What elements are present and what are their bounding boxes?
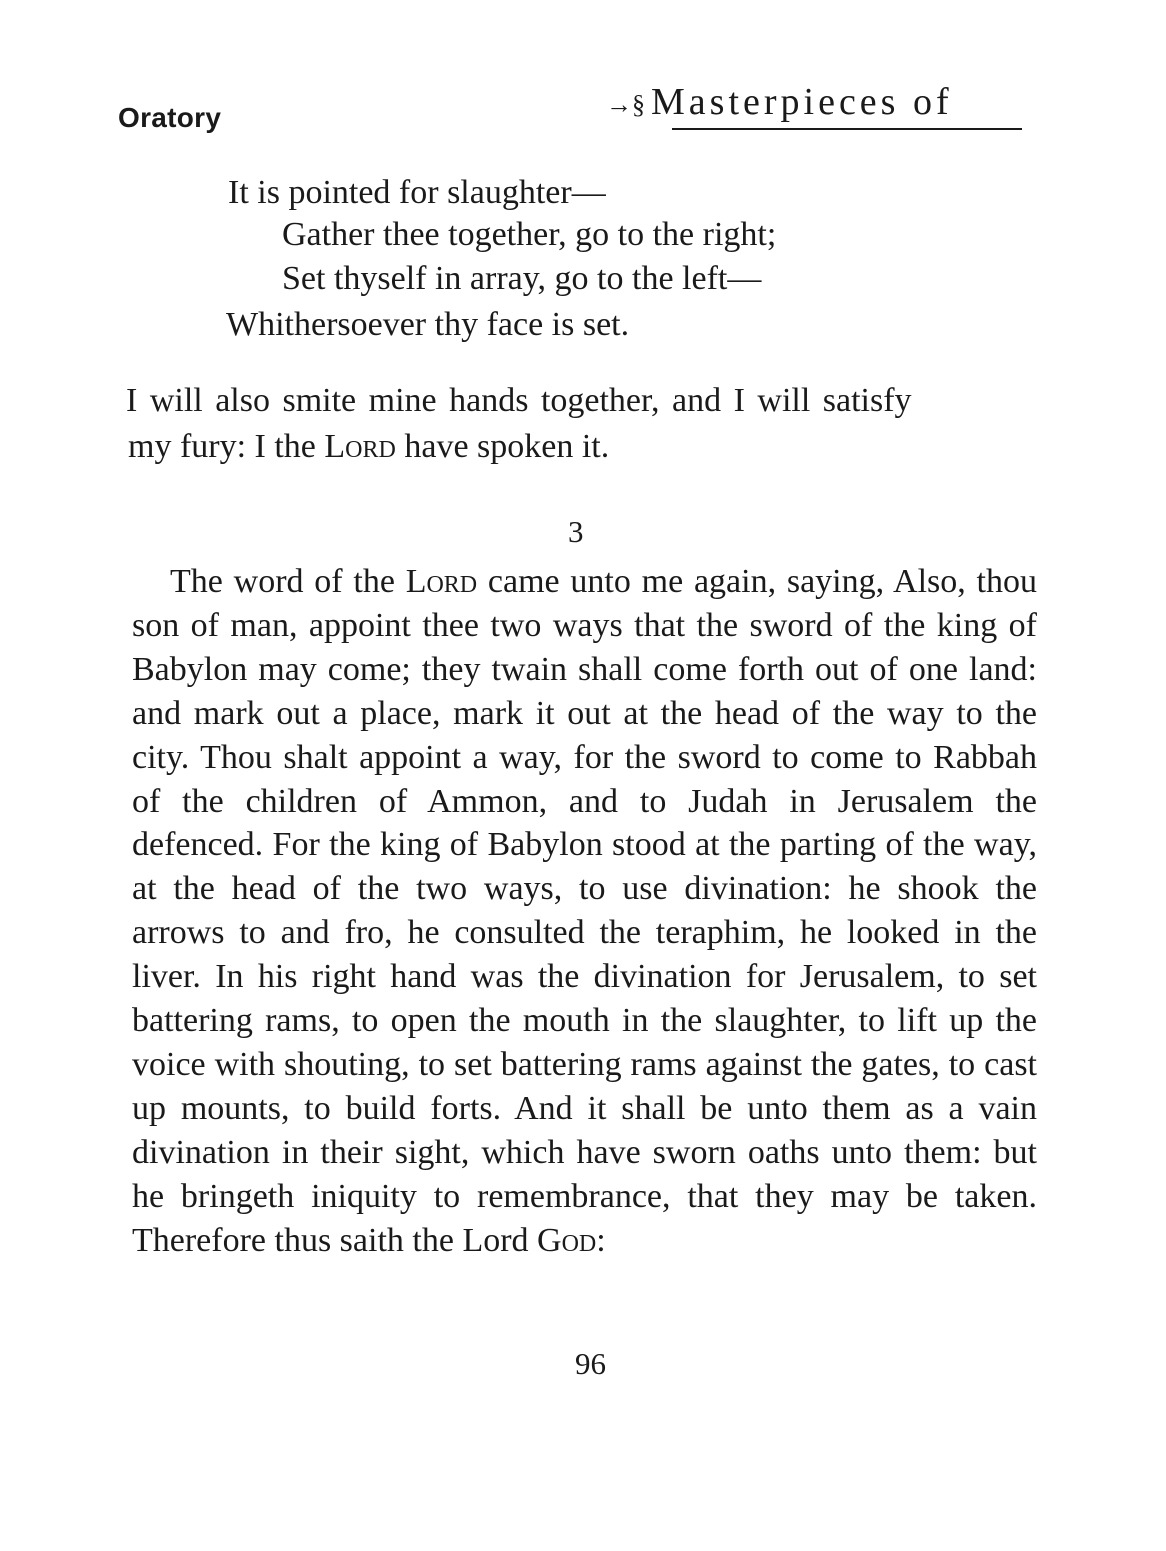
main-paragraph-body: came unto me again, saying, Also, thou son of man, appoint thee two ways that the sword of the king of Babylon may come; they twain shall come forth out of one land: and mark out a place, mark it out at the head of the way to the city. Thou shalt appoint a way, for the sword to come to Rabbah of the children of Ammon, and to Judah in Jerusalem the defenced. For the king of Babylon stood at the parting of the way, at the head of the two ways, to use divination: he shook the arrows to and fro, he consulted the teraphim, he looked in the liver. In his right hand was the divination for Jerusalem, to set battering rams, to open the mouth in the slaughter, to lift up the voice with shouting, to set battering rams against the gates, to cast up mounts, to build forts. And it shall be unto them as a vain divination in their sight, which have sworn oaths unto them: but he bringeth iniquity to remembrance, that they may be taken. Therefore thus saith the Lord [132, 563, 1037, 1259]
main-paragraph-start: The word of the [170, 563, 406, 600]
ornament-icon: →§ [606, 90, 645, 120]
god-small-caps: God [537, 1221, 597, 1259]
main-paragraph [132, 560, 1037, 1263]
closing-paragraph-text-start: my fury: I the [128, 428, 325, 465]
closing-paragraph-line-1: I will also smite mine hands together, and I will satisfy [126, 382, 912, 419]
verse-line-1: It is pointed for slaughter— [228, 174, 606, 211]
page-number: 96 [575, 1346, 606, 1381]
verse-line-4: Whithersoever thy face is set. [226, 306, 630, 343]
section-number: 3 [568, 514, 584, 549]
lord-small-caps: Lord [324, 428, 396, 465]
verse-line-2: Gather thee together, go to the right; [282, 216, 777, 253]
verse-line-3: Set thyself in array, go to the left— [282, 260, 762, 297]
lord-small-caps: Lord [405, 563, 478, 600]
running-head-title [606, 80, 1026, 124]
closing-paragraph-line-2 [128, 428, 609, 466]
main-paragraph-end: : [596, 1221, 606, 1259]
header-rule [672, 128, 1022, 130]
closing-paragraph-text-end: have spoken it. [395, 428, 610, 465]
running-head-title-text: Masterpieces of [651, 81, 953, 123]
running-head-section: Oratory [118, 102, 222, 133]
